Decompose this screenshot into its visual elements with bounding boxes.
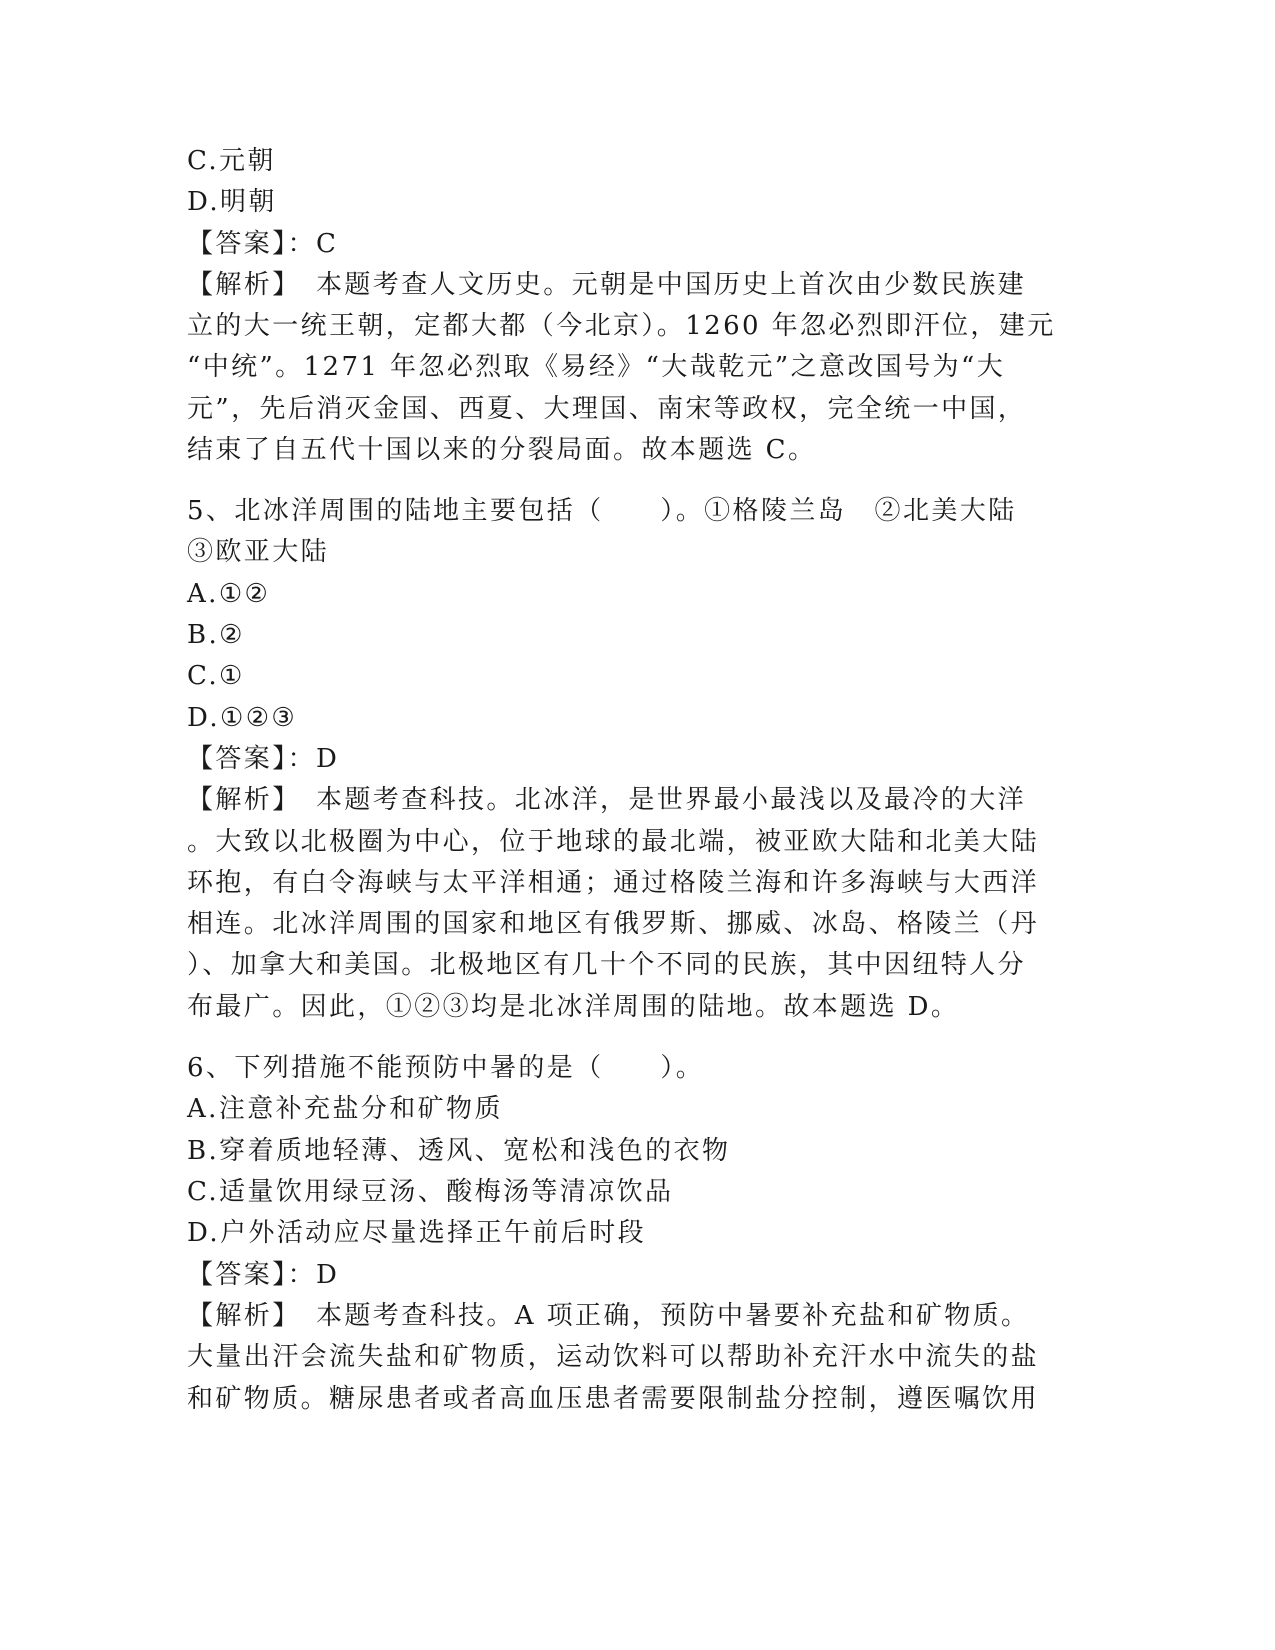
q5-analysis-line: 。大致以北极圈为中心，位于地球的最北端，被亚欧大陆和北美大陆 (187, 827, 1040, 857)
q5-answer: 【答案】：D (187, 744, 340, 774)
q5-option-a: A.①② (187, 579, 271, 609)
q4-option-d: D.明朝 (187, 187, 277, 217)
q6-analysis-line: 大量出汗会流失盐和矿物质，运动饮料可以帮助补充汗水中流失的盐 (187, 1342, 1040, 1372)
q5-analysis-line: 【解析】 本题考查科技。北冰洋，是世界最小最浅以及最冷的大洋 (187, 785, 1027, 815)
q4-analysis-line: 元”，先后消灭金国、西夏、大理国、南宋等政权，完全统一中国， (187, 394, 1027, 424)
q4-analysis-line: “中统”。1271 年忽必烈取《易经》“大哉乾元”之意改国号为“大 (187, 352, 1006, 382)
q6-answer: 【答案】：D (187, 1260, 340, 1290)
q5-question-line: ③欧亚大陆 (187, 537, 330, 567)
q6-analysis-line: 【解析】 本题考查科技。A 项正确，预防中暑要补充盐和矿物质。 (187, 1301, 1030, 1331)
q4-answer: 【答案】：C (187, 229, 339, 259)
q6-analysis-line: 和矿物质。糖尿患者或者高血压患者需要限制盐分控制，遵医嘱饮用 (187, 1384, 1040, 1414)
q4-option-c: C.元朝 (187, 146, 276, 176)
q5-question-line: 5、北冰洋周围的陆地主要包括（ ）。①格陵兰岛 ②北美大陆 (187, 496, 1017, 526)
q4-analysis-line: 【解析】 本题考查人文历史。元朝是中国历史上首次由少数民族建 (187, 270, 1027, 300)
q5-option-b: B.② (187, 620, 245, 650)
q6-option-b: B.穿着质地轻薄、透风、宽松和浅色的衣物 (187, 1136, 731, 1166)
q6-question: 6、下列措施不能预防中暑的是（ ）。 (187, 1053, 705, 1083)
q5-analysis-line: 环抱，有白令海峡与太平洋相通；通过格陵兰海和许多海峡与大西洋 (187, 868, 1040, 898)
q4-analysis-line: 结束了自五代十国以来的分裂局面。故本题选 C。 (187, 435, 817, 465)
q4-analysis-line: 立的大一统王朝，定都大都（今北京）。1260 年忽必烈即汗位，建元 (187, 311, 1056, 341)
q5-option-c: C.① (187, 661, 245, 691)
q5-analysis-line: 相连。北冰洋周围的国家和地区有俄罗斯、挪威、冰岛、格陵兰（丹 (187, 909, 1040, 939)
q6-option-a: A.注意补充盐分和矿物质 (187, 1094, 503, 1124)
q5-analysis-line: 布最广。因此，①②③均是北冰洋周围的陆地。故本题选 D。 (187, 992, 960, 1022)
q6-option-d: D.户外活动应尽量选择正午前后时段 (187, 1218, 646, 1248)
q5-option-d: D.①②③ (187, 703, 298, 733)
q6-option-c: C.适量饮用绿豆汤、酸梅汤等清凉饮品 (187, 1177, 674, 1207)
q5-analysis-line: ）、加拿大和美国。北极地区有几十个不同的民族，其中因纽特人分 (187, 950, 1027, 980)
